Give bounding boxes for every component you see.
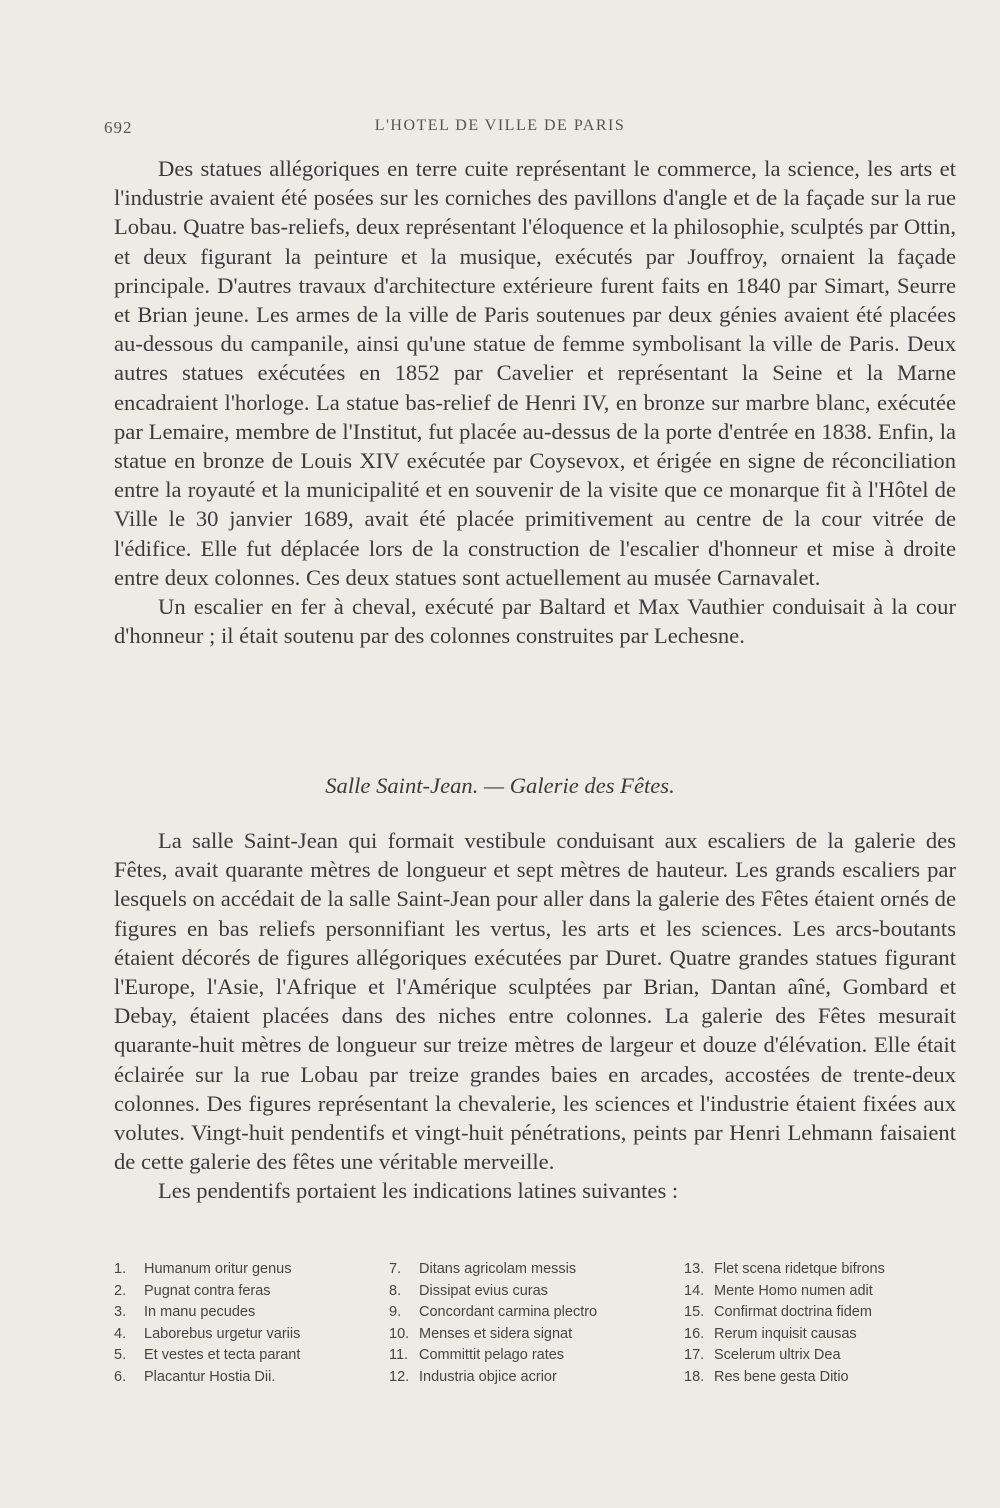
list-item: 11. Committit pelago rates <box>389 1347 565 1364</box>
inscriptions-list <box>114 1259 944 1389</box>
text-block-salle <box>114 826 956 1206</box>
list-item: 18. Res bene gesta Ditio <box>684 1368 849 1385</box>
inscriptions-column-2 <box>389 1259 649 1389</box>
list-item: 6. Placantur Hostia Dii. <box>114 1368 276 1385</box>
section-title: Salle Saint-Jean. — Galerie des Fêtes. <box>325 773 675 798</box>
list-item: 16. Rerum inquisit causas <box>684 1325 857 1342</box>
list-item: 3. In manu pecudes <box>114 1304 256 1321</box>
list-item: 13. Flet scena ridetque bifrons <box>684 1261 885 1277</box>
list-item: 1. Humanum oritur genus <box>114 1261 292 1277</box>
paragraph-pendentifs-intro: Les pendentifs portaient les indications latines suivantes : <box>158 1178 679 1204</box>
inscriptions-column-1 <box>114 1259 354 1389</box>
page-number: 692 <box>104 118 133 137</box>
text-block-facade <box>114 154 956 650</box>
list-item: 17. Scelerum ultrix Dea <box>684 1347 841 1364</box>
list-item: 10. Menses et sidera signat <box>389 1325 573 1342</box>
list-item: 4. Laborebus urgetur variis <box>114 1325 301 1342</box>
list-item: 12. Industria objice acrior <box>389 1368 557 1385</box>
running-head: L'HOTEL DE VILLE DE PARIS <box>374 117 626 134</box>
inscriptions-column-3 <box>684 1259 944 1389</box>
list-item: 2. Pugnat contra feras <box>114 1282 271 1299</box>
paragraph-salle-saint-jean: La salle Saint-Jean qui formait vestibule conduisant aux escaliers de la galerie des Fêtes, avait quarante mètres de longueur et sept mètres de hauteur. Les grands escaliers par lesquels on accédait de la salle Saint-Jean pour aller dans la galerie des Fêtes étaient ornés de figures en bas reliefs personnifiant les vertus, les arts et les sciences. Les arcs-boutants étaient décorés de figures allégoriques exécutées par Duret. Quatre grandes statues figurant l'Europe, l'Asie, l'Afrique et l'Amérique sculptées par Brian, Dantan aîné, Gombard et Debay, étaient placées dans des niches entre colonnes. La galerie des Fêtes mesurait quarante-huit mètres de longueur sur treize mètres de largeur et douze d'élévation. Elle était éclairée sur la rue Lobau par treize grandes baies en arcades, accostées de trente-deux colonnes. Des figures représentant la chevalerie, les sciences et l'industrie étaient fixées aux volutes. Vingt-huit pendentifs et vingt-huit pénétrations, peints par Henri Lehmann faisaient de cette galerie des fêtes une véritable merveille. <box>114 828 956 1175</box>
list-item: 14. Mente Homo numen adit <box>684 1282 873 1299</box>
list-item: 9. Concordant carmina plectro <box>389 1304 598 1321</box>
list-item: 7. Ditans agricolam messis <box>389 1261 577 1277</box>
paragraph-escalier: Un escalier en fer à cheval, exécuté par Baltard et Max Vauthier conduisait à la cour d'honneur ; il était soutenu par des colonnes construites par Lechesne. <box>114 594 956 649</box>
list-item: 8. Dissipat evius curas <box>389 1282 548 1299</box>
list-item: 5. Et vestes et tecta parant <box>114 1347 301 1364</box>
paragraph-statues: Des statues allégoriques en terre cuite représentant le commerce, la science, les arts et l'industrie avaient été posées sur les corniches des pavillons d'angle et de la façade sur la rue Lobau. Quatre bas-reliefs, deux représentant l'éloquence et la philosophie, sculptés par Ottin, et deux figurant la peinture et la musique, exécutés par Jouffroy, ornaient la façade principale. D'autres travaux d'architecture extérieure furent faits en 1840 par Simart, Seurre et Brian jeune. Les armes de la ville de Paris soutenues par deux génies avaient été placées au-dessous du campanile, ainsi qu'une statue de femme symbolisant la ville de Paris. Deux autres statues exécutées en 1852 par Cavelier et représentant la Seine et la Marne encadraient l'horloge. La statue bas-relief de Henri IV, en bronze sur marbre blanc, exécutée par Lemaire, membre de l'Institut, fut placée au-dessus de la porte d'entrée en 1838. Enfin, la statue en bronze de Louis XIV exécutée par Coysevox, et érigée en signe de réconciliation entre la royauté et la municipalité et en souvenir de la visite que ce monarque fit à l'Hôtel de Ville le 30 janvier 1689, avait été placée primitivement au centre de la cour vitrée de l'édifice. Elle fut déplacée lors de la construction de l'escalier d'honneur et mise à droite entre deux colonnes. Ces deux statues sont actuellement au musée Carnavalet. <box>114 156 956 590</box>
list-item: 15. Confirmat doctrina fidem <box>684 1304 872 1321</box>
